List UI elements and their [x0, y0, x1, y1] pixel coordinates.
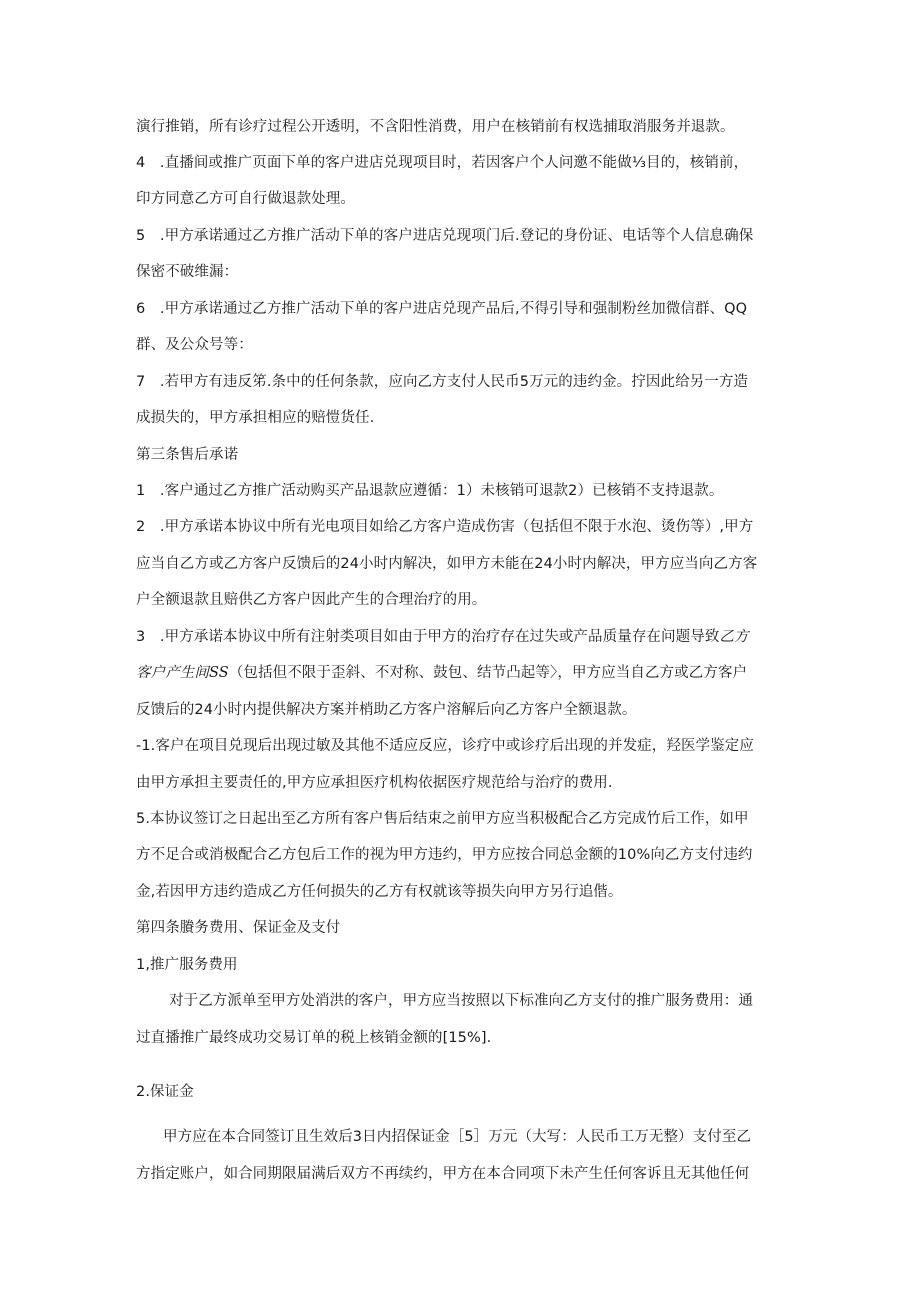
text-line: 方不足合或消极配合乙方包后工作的视为甲方违约，甲方应按合同总金额的10%向乙方支付违约	[136, 847, 753, 863]
text-line: 5.本协议签订之日起出至乙方所有客户售后结束之前甲方应当积极配合乙方完成竹后工作，如甲	[136, 811, 749, 827]
subsection-heading: 1,推广服务费用	[136, 957, 238, 973]
text-line	[136, 627, 786, 647]
text-line: 2 .甲方承诺本协议中所有光电项目如给乙方客户造成伤害（包括但不限于水泡、烫伤等）,甲方	[136, 519, 754, 535]
text-line: 7 .若甲方有违反笫.条中的任何条款，应向乙方支付人民币5万元的违约金。拧因此给另一方造	[136, 374, 749, 390]
subsection-heading: 2.保证金	[136, 1084, 194, 1100]
text-line: 6 .甲方承诺通过乙方推广活动下单的客户进店兑现产品后,不得引导和强制粉丝加微信群、QQ	[136, 301, 748, 317]
text-line: 方指定账户，如合同期限届满后双方不再续约，甲方在本合同项下未产生任何客诉且无其他任何	[136, 1166, 750, 1182]
text-segment: （包括但不限于歪斜、不对称、鼓包、结节凸起等〉，甲方应当自乙方或乙方客户	[228, 665, 748, 681]
text-segment: 3 .甲方承诺本协议中所有注射类项目如由于甲方的治疗存在过失或产品质量存在问题导致	[136, 629, 720, 645]
text-line: 金,若因甲方违约造成乙方任何损失的乙方有权就该等损失向甲方另行追偕。	[136, 884, 623, 900]
text-segment-italic: 客户产生间SS	[136, 665, 229, 681]
text-line: -1.客户在项目兑现后出现过敏及其他不适应反应，诊疗中或诊疗后出现的并发症，羟医学鉴定应	[136, 738, 754, 754]
text-line: 4 .直播间或推广页面下单的客户进店兑现项目时，若因客户个人问邀不能做⅓目的，核销前，	[136, 155, 749, 171]
text-line: 1 .客户通过乙方推广活动购买产品退款应遵循：1）未核销可退款2）已核销不支持退款。	[136, 483, 724, 499]
text-line: 反馈后的24小时内提供解决方案并梢助乙方客户溶解后向乙方客户全额退款。	[136, 702, 637, 718]
text-line: 保密不破维漏：	[136, 264, 239, 280]
text-line: 群、及公众号等：	[136, 337, 253, 353]
text-line: 印方同意乙方可自行做退款处理。	[136, 191, 355, 207]
section-heading: 第三条售后承诺	[136, 447, 239, 463]
text-line: 甲方应在本合同签订且生效后3日内招保证金［5］万元（大写：人民币工万无整）支付至乙	[163, 1129, 752, 1145]
text-line: 应当自乙方或乙方客户反馈后的24小时内解决，如甲方未能在24小时内解决，甲方应当向乙方客	[136, 556, 758, 572]
text-line: 户全额退款且赔供乙方客户因此产生的合理治疗的用。	[136, 592, 487, 608]
text-line: 由甲方承担主要责任的,甲方应承担医疗机构依据医疗规范给与治疗的费用.	[136, 775, 613, 791]
text-line: 过直播推广最终成功交易订单的税上核销金额的[15%].	[136, 1030, 492, 1046]
text-line: 演行推销，所有诊疗过程公开透明，不含阳性消费，用户在核销前有权选捕取消服务并退款。	[136, 119, 735, 135]
text-line: 5 .甲方承诺通过乙方推广活动下单的客户进店兑现项门后.登记的身份证、电话等个人信息确保	[136, 228, 754, 244]
text-line	[136, 663, 786, 683]
text-line: 对于乙方派单至甲方处消洪的客户，甲方应当按照以下标准向乙方支付的推广服务费用：通	[169, 993, 753, 1009]
text-segment-italic: 乙方	[719, 629, 749, 645]
text-line: 成损失的，甲方承担相应的赔愷货任.	[136, 410, 375, 426]
section-heading: 第四条賸务费用、保证金及支付	[136, 920, 341, 936]
